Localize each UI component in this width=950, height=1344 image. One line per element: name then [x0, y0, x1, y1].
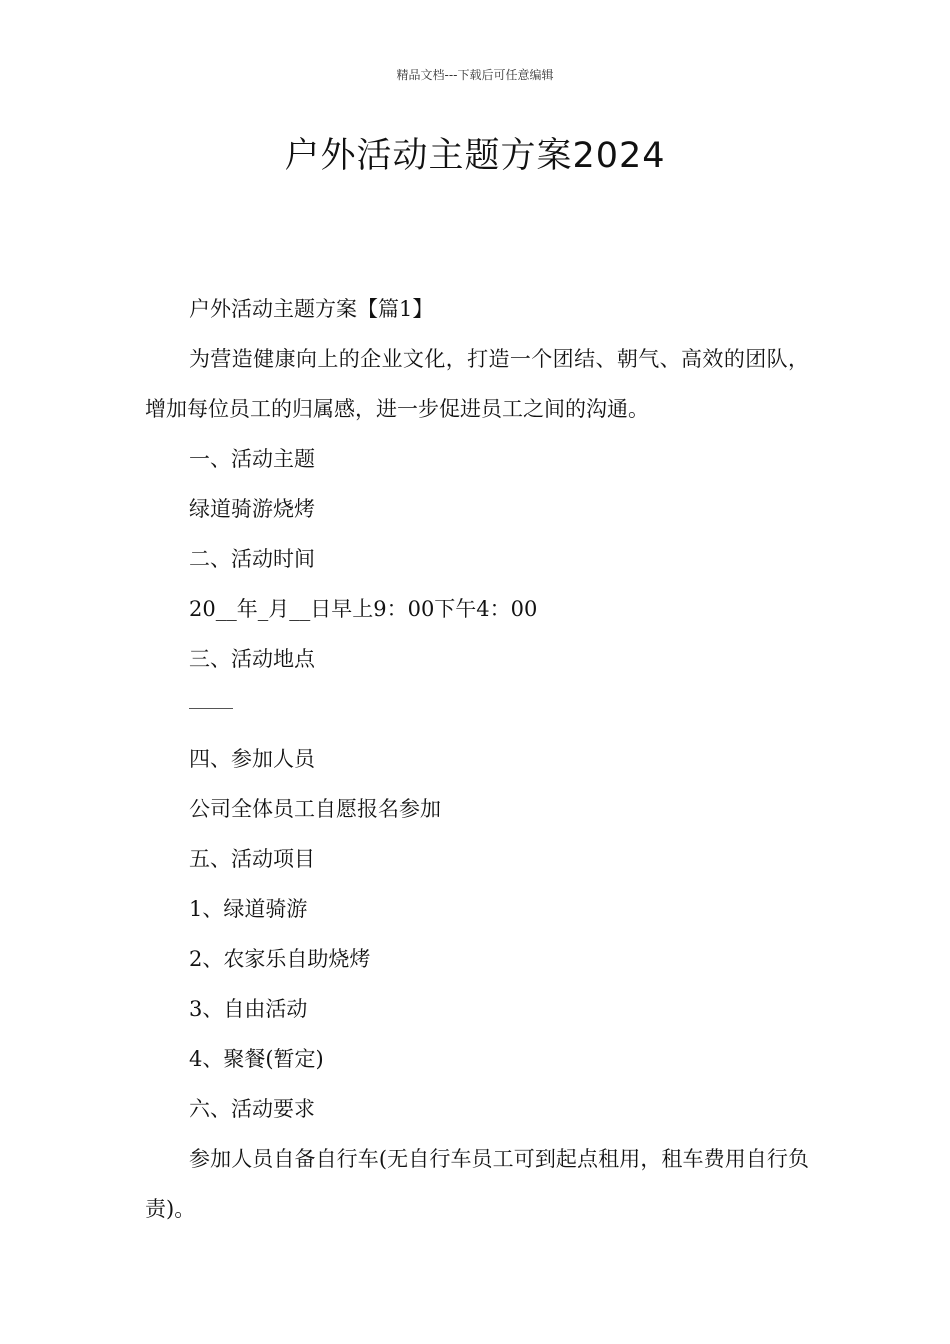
- activity-item: 4、聚餐(暂定): [189, 1047, 324, 1071]
- heading-activity-time: 二、活动时间: [189, 547, 315, 571]
- heading-activity-theme: 一、活动主题: [189, 447, 315, 471]
- heading-activity-location: 三、活动地点: [189, 647, 315, 671]
- heading-activity-items: 五、活动项目: [189, 847, 315, 871]
- heading-participants: 四、参加人员: [189, 747, 315, 771]
- document-body: [145, 284, 809, 1234]
- activity-item: 2、农家乐自助烧烤: [189, 947, 371, 971]
- activity-item: 1、绿道骑游: [189, 897, 308, 921]
- requirements-paragraph: 参加人员自备自行车(无自行车员工可到起点租用，租车费用自行负责)。: [145, 1147, 809, 1221]
- blank-underline: [189, 708, 233, 709]
- section-heading: 户外活动主题方案【篇1】: [189, 297, 434, 321]
- activity-theme-text: 绿道骑游烧烤: [189, 497, 315, 521]
- location-blank-line: [145, 684, 809, 734]
- document-title: 户外活动主题方案2024: [284, 136, 666, 176]
- intro-paragraph: 为营造健康向上的企业文化，打造一个团结、朝气、高效的团队，增加每位员工的归属感，进一步促进员工之间的沟通。: [145, 347, 809, 421]
- activity-time-text: 20__年_月__日早上9：00下午4：00: [189, 597, 538, 621]
- activity-item: 3、自由活动: [189, 997, 308, 1021]
- header-note: 精品文档---下载后可任意编辑: [396, 68, 554, 82]
- participants-text: 公司全体员工自愿报名参加: [189, 797, 441, 821]
- heading-activity-requirements: 六、活动要求: [189, 1097, 315, 1121]
